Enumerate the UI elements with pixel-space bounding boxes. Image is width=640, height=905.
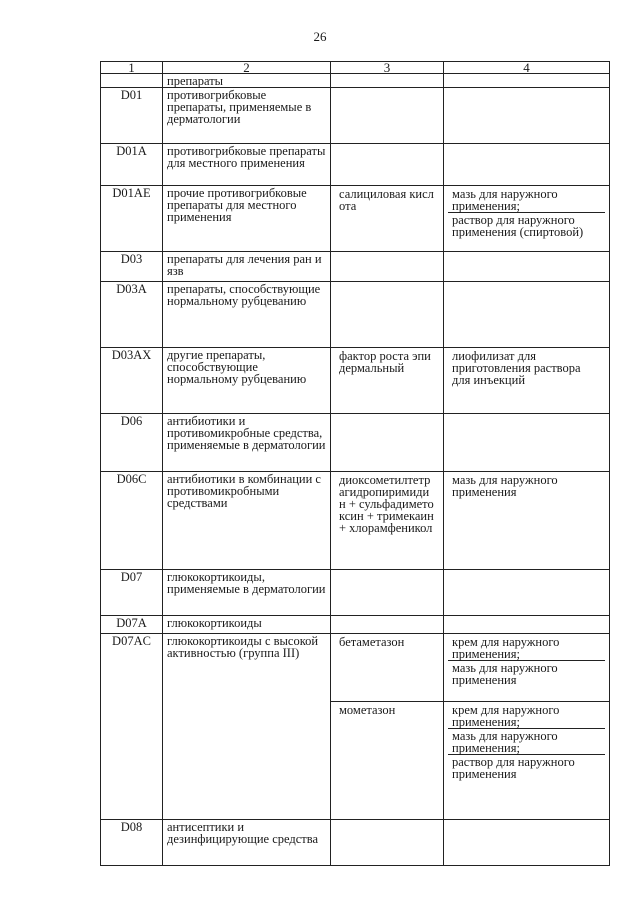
table-row — [101, 414, 610, 472]
table-row — [101, 74, 610, 88]
table-row — [101, 252, 610, 282]
dosage-form-cell — [444, 282, 610, 348]
atc-code-cell: D07 — [101, 570, 163, 616]
drug-name-cell — [331, 820, 444, 866]
drug-classification-table — [100, 61, 610, 866]
drug-name: мометазон — [339, 703, 396, 717]
atc-code-cell: D01AE — [101, 186, 163, 252]
drug-name-cell — [331, 186, 444, 252]
table-row — [101, 144, 610, 186]
dosage-form: крем для наружного применения; — [452, 635, 560, 661]
group-name-cell: антисептики и дезинфицирующие средства — [163, 820, 331, 866]
dosage-form-cell — [444, 252, 610, 282]
dosage-form: мазь для наружного применения — [452, 473, 558, 499]
atc-code-cell — [101, 74, 163, 88]
dosage-form-cell — [444, 144, 610, 186]
table-row — [101, 88, 610, 144]
dosage-form-cell — [444, 472, 610, 570]
table-body — [101, 74, 610, 866]
group-name-cell: прочие противогрибковые препараты для местного применения — [163, 186, 331, 252]
dosage-form-cell — [444, 74, 610, 88]
atc-code-cell: D06C — [101, 472, 163, 570]
group-name-cell: противогрибковые препараты для местного применения — [163, 144, 331, 186]
table-row — [101, 282, 610, 348]
dosage-form: крем для наружного применения; — [452, 703, 560, 729]
drug-name-cell — [331, 414, 444, 472]
group-name-cell: глюкокортикоиды, применяемые в дерматологии — [163, 570, 331, 616]
atc-code-cell: D03A — [101, 282, 163, 348]
drug-name: диоксометилтетрагидропиримидин + сульфадиметоксин + тримекаин + хлорамфеникол — [339, 473, 434, 535]
dosage-form-cell — [444, 702, 610, 820]
atc-code-cell: D07AC — [101, 634, 163, 820]
drug-name-cell — [331, 472, 444, 570]
dosage-form-cell — [444, 414, 610, 472]
atc-code-cell: D07A — [101, 616, 163, 634]
table-row — [101, 348, 610, 414]
drug-name-cell — [331, 570, 444, 616]
drug-name-cell — [331, 348, 444, 414]
group-name-cell: препараты — [163, 74, 331, 88]
drug-name: бетаметазон — [339, 635, 405, 649]
atc-code-cell: D03AX — [101, 348, 163, 414]
drug-name: салициловая кислота — [339, 187, 434, 213]
dosage-form: мазь для наружного применения; — [448, 728, 605, 754]
drug-name-cell — [331, 282, 444, 348]
group-name-cell: антибиотики в комбинации с противомикробными средствами — [163, 472, 331, 570]
group-name-cell: глюкокортикоиды с высокой активностью (группа III) — [163, 634, 331, 820]
drug-name-cell — [331, 144, 444, 186]
group-name-cell: антибиотики и противомикробные средства, применяемые в дерматологии — [163, 414, 331, 472]
drug-name: фактор роста эпидермальный — [339, 349, 431, 375]
dosage-form-cell — [444, 88, 610, 144]
table-row — [101, 820, 610, 866]
atc-code-cell: D01 — [101, 88, 163, 144]
dosage-form: мазь для наружного применения; — [452, 187, 558, 213]
dosage-form-cell — [444, 348, 610, 414]
dosage-form: мазь для наружного применения — [448, 660, 605, 686]
table-row — [101, 186, 610, 252]
dosage-form: раствор для наружного применения (спиртовой) — [448, 212, 605, 238]
dosage-form-cell — [444, 186, 610, 252]
table-row — [101, 472, 610, 570]
group-name-cell: противогрибковые препараты, применяемые в дерматологии — [163, 88, 331, 144]
atc-code-cell: D06 — [101, 414, 163, 472]
drug-name-cell — [331, 634, 444, 702]
dosage-form-cell — [444, 616, 610, 634]
dosage-form-cell — [444, 820, 610, 866]
column-header: 2 — [163, 62, 331, 74]
drug-name-cell — [331, 252, 444, 282]
drug-name-cell — [331, 88, 444, 144]
atc-code-cell: D01A — [101, 144, 163, 186]
atc-code-cell: D08 — [101, 820, 163, 866]
group-name-cell: препараты для лечения ран и язв — [163, 252, 331, 282]
table-row — [101, 570, 610, 616]
drug-name-cell — [331, 74, 444, 88]
drug-name-cell — [331, 616, 444, 634]
dosage-form-cell — [444, 634, 610, 702]
group-name-cell: другие препараты, способствующие нормальному рубцеванию — [163, 348, 331, 414]
atc-code-cell: D03 — [101, 252, 163, 282]
dosage-form: лиофилизат для приготовления раствора для инъекций — [452, 349, 581, 387]
page-number: 26 — [313, 29, 327, 44]
column-header: 1 — [101, 62, 163, 74]
table-row — [101, 616, 610, 634]
table-header-row — [101, 62, 610, 74]
column-header: 3 — [331, 62, 444, 74]
group-name-cell: глюкокортикоиды — [163, 616, 331, 634]
table-row — [101, 634, 610, 702]
group-name-cell: препараты, способствующие нормальному рубцеванию — [163, 282, 331, 348]
dosage-form-cell — [444, 570, 610, 616]
column-header: 4 — [444, 62, 610, 74]
drug-name-cell — [331, 702, 444, 820]
dosage-form: раствор для наружного применения — [448, 754, 605, 780]
